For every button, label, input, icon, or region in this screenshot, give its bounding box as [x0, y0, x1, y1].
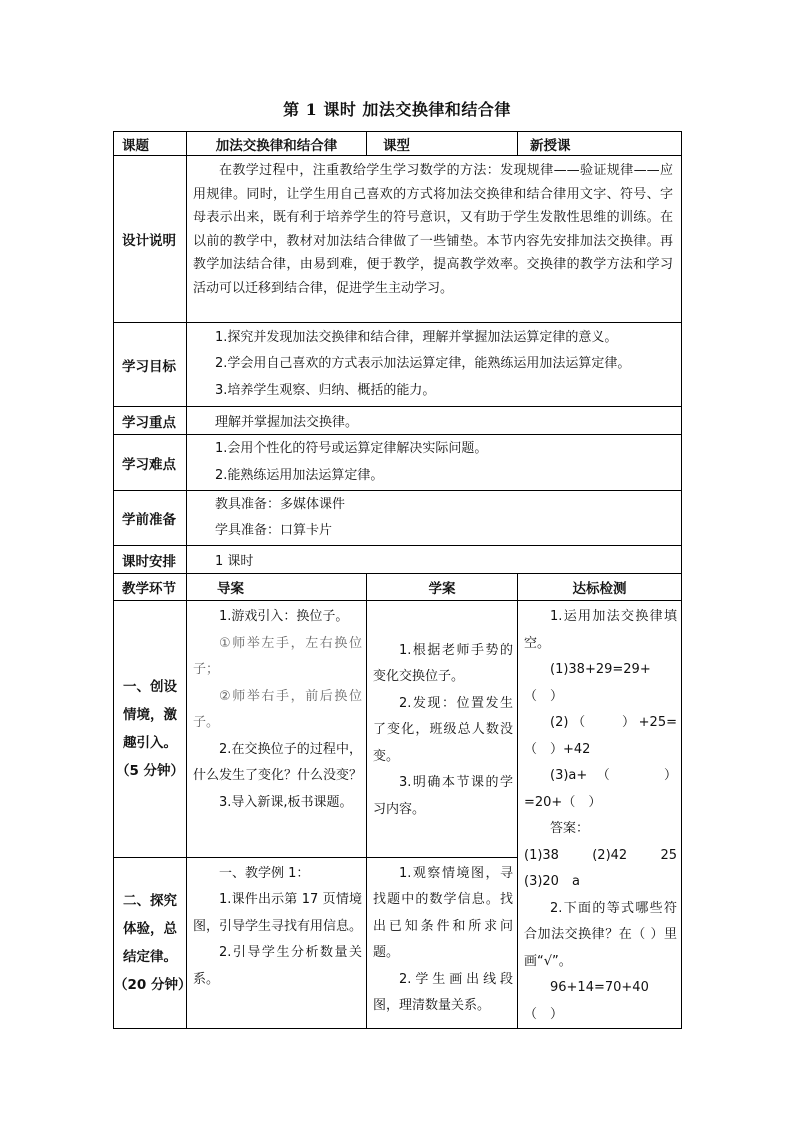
check-item: (3)a+（ ）=20+（ ）: [524, 768, 677, 810]
goals-row: [114, 323, 682, 407]
stage1-study: [367, 601, 518, 858]
topic-label: 课题: [114, 132, 187, 156]
check-item: (1)38 (2)42 25 (3)20 a: [524, 847, 691, 889]
check-item: 1.运用加法交换律填空。: [524, 609, 677, 651]
difficulty-label: 学习难点: [114, 435, 187, 491]
col-stage-header: 教学环节: [114, 574, 187, 601]
columns-header-row: [114, 574, 682, 601]
topic-value: 加法交换律和结合律: [187, 132, 367, 156]
goals-label: 学习目标: [114, 323, 187, 407]
lesson-plan-table: [113, 131, 691, 1029]
stage1-name-line: （5 分钟）: [115, 762, 185, 779]
key-row: [114, 407, 682, 435]
stage2-name-line: （20 分钟）: [114, 976, 192, 993]
page-title: 第 1 课时 加法交换律和结合律: [283, 100, 511, 119]
difficulty-list: [187, 435, 682, 491]
study-item: 1.根据老师手势的变化交换位子。: [373, 642, 513, 685]
col-study-header: 学案: [367, 574, 518, 601]
study-item: 3.明确本节课的学习内容。: [373, 775, 513, 817]
difficulty-item: 2.能熟练运用加法运算定律。: [215, 467, 384, 483]
stage1-name-line: 一、创设: [123, 678, 177, 695]
col-check-header: 达标检测: [518, 574, 682, 601]
check-item: 96+14=70+40（ ）: [524, 980, 649, 1022]
goal-item: 3.培养学生观察、归纳、概括的能力。: [215, 382, 436, 398]
stage2-name-line: 体验，总: [123, 920, 177, 937]
study-item: 2.学生画出线段图，理清数量关系。: [373, 971, 513, 1014]
stage2-name-line: 结定律。: [123, 948, 177, 965]
check-item: 答案：: [550, 821, 590, 836]
design-label: 设计说明: [114, 156, 187, 323]
difficulty-row: [114, 435, 682, 491]
guide-item: 2.引导学生分析数量关系。: [193, 945, 362, 987]
schedule-text: 1 课时: [187, 546, 682, 574]
key-label: 学习重点: [114, 407, 187, 435]
guide-item: 1.课件出示第 17 页情境图，引导学生寻找有用信息。: [193, 892, 363, 934]
stage2-name-line: 二、探究: [123, 892, 177, 909]
guide-item: 1.游戏引入：换位子。: [219, 609, 349, 624]
goals-list: [187, 323, 682, 407]
stage1-name-line: 情境，激: [123, 706, 177, 723]
type-label: 课型: [367, 132, 518, 156]
stage2-name: [114, 857, 192, 1028]
design-row: [114, 156, 682, 323]
check-item: (1)38+29=29+（ ）: [524, 662, 651, 704]
study-item: 1.观察情境图，寻找题中的数学信息。找出已知条件和所求问题。: [373, 865, 513, 961]
goal-item: 2.学会用自己喜欢的方式表示加法运算定律，能熟练运用加法运算定律。: [215, 356, 631, 372]
topic-row: [114, 132, 682, 156]
prep-row: [114, 491, 682, 546]
col-guide-header: 导案: [187, 574, 367, 601]
prep-list: [187, 491, 682, 546]
prep-item: 教具准备：多媒体课件: [215, 496, 346, 512]
stage2-study: [367, 857, 518, 1028]
guide-item: 一、教学例 1：: [219, 865, 310, 881]
prep-label: 学前准备: [114, 491, 187, 546]
guide-item: ②师举右手，前后换位子。: [193, 688, 362, 730]
guide-item: ①师举左手，左右换位子；: [193, 635, 362, 677]
stage1-guide: [187, 601, 367, 858]
check-item: (2)（ ）+25=（ ）+42: [524, 715, 677, 757]
study-item: 2.发现：位置发生了变化，班级总人数没变。: [373, 695, 513, 764]
schedule-row: [114, 546, 682, 574]
check-item: 2.下面的等式哪些符合加法交换律？在（ ）里画“√”。: [524, 900, 677, 969]
type-value: 新授课: [518, 132, 682, 156]
design-text: 在教学过程中，注重教给学生学习数学的方法：发现规律——验证规律——应用规律。同时，让学生用自己喜欢的方式将加法交换律和结合律用文字、符号、字母表示出来，既有利于培养学生的符号意识，又有助于学生发散性思维的训练。在以前的教学中，教材对加法结合律做了一些铺垫。本节内容先安排加法交换律。再教学加法结合律，由易到难，便于教学，提高教学效率。交换律的教学方法和学习活动可以迁移到结合律，促进学生主动学习。: [187, 156, 682, 323]
guide-item: 2.在交换位子的过程中，什么发生了变化？什么没变？: [193, 741, 363, 783]
schedule-label: 课时安排: [114, 546, 187, 574]
stage2-guide: [187, 857, 367, 1028]
difficulty-item: 1.会用个性化的符号或运算定律解决实际问题。: [215, 441, 488, 456]
prep-item: 学具准备：口算卡片: [215, 523, 333, 538]
stage1-name-line: 趣引入。: [123, 734, 177, 751]
key-text: 理解并掌握加法交换律。: [187, 407, 682, 435]
goal-item: 1.探究并发现加法交换律和结合律，理解并掌握加法运算定律的意义。: [215, 329, 618, 345]
check-column: [518, 601, 691, 1029]
guide-item: 3.导入新课,板书课题。: [219, 794, 353, 810]
stage1-name: [114, 601, 187, 858]
stage1-row: [114, 601, 682, 858]
